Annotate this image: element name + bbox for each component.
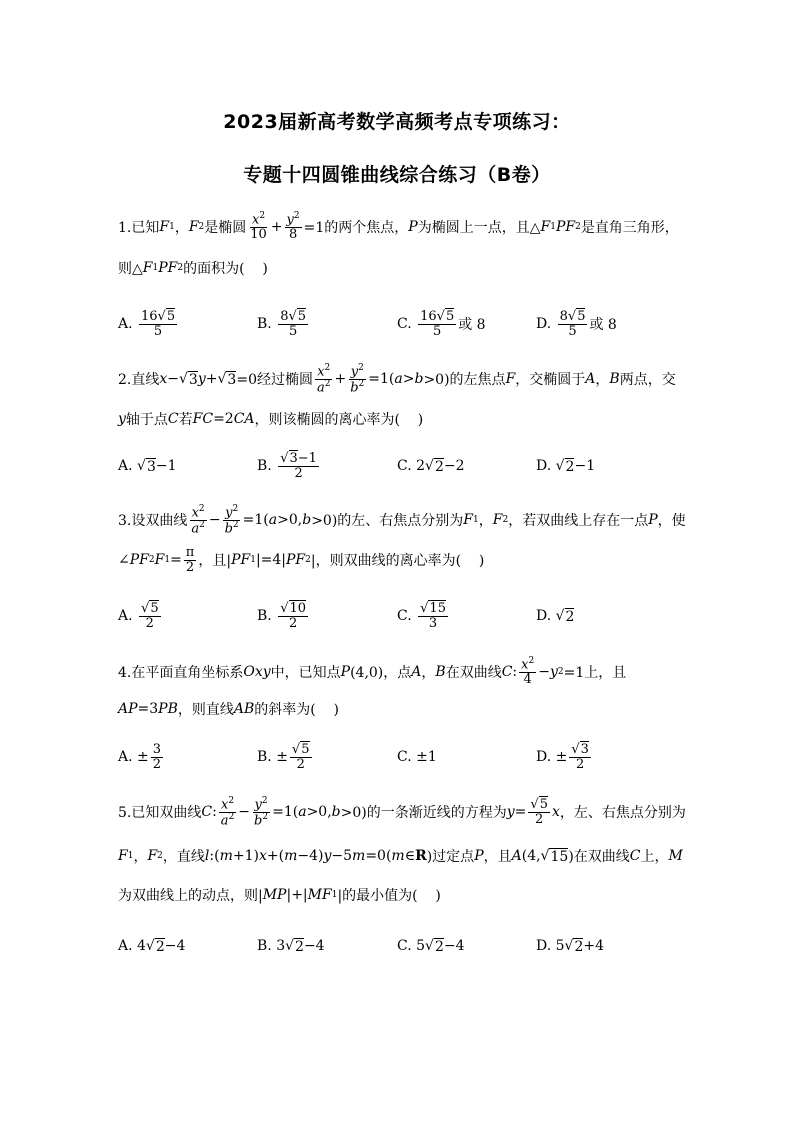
question-5-line-2: F 1 ， F 2 ，直线 l :( m +1) x +( m −4) y −5 m =0( m ∈ R )过定点 P ，且 A (4,√ 15 )在双曲线 C 上， M [118,848,683,865]
page-subtitle: 专题十四圆锥曲线综合练习（B卷） [243,164,551,186]
q4-option-c: C. ±1 [397,749,437,765]
q1-option-a: A. $\frac{16√5}{5}$ [118,308,176,339]
question-3-line-2: ∠ PF 2 F 1 = $\frac{\pi}{2}$ ，且| PF 1 |=4| PF 2 |，则双曲线的离心率为( ) [118,544,485,575]
q2-option-b: B. $\frac{√3-1}{2}$ [257,450,317,481]
q5-option-c: C. 5√ 2 −4 [397,938,465,955]
q2-option-a: A. √ 3 −1 [118,458,177,475]
question-1-line-2: 则△ F 1 PF 2 的面积为( ) [118,260,268,277]
q5-option-b: B. 3√ 2 −4 [257,938,325,955]
question-5-line-3: 为双曲线上的动点，则| MP |+| MF 1 |的最小值为( ) [118,887,441,904]
q1-option-d: D. $\frac{8√5}{5}$ 或 8 [536,308,617,339]
q4-option-b: B. ± $\frac{√5}{2}$ [257,741,310,772]
q5-option-d: D. 5√ 2 +4 [536,938,605,955]
q2-option-d: D. √ 2 −1 [536,458,596,475]
q4-option-a: A. ± $\frac{3}{2}$ [118,741,162,772]
q3-option-b: B. $\frac{√10}{2}$ [257,600,307,631]
question-5-line-1: 5.已知双曲线 C : $\frac{x^2}{a^2}$ − $\frac{y^2}{b^2}$ =1( a >0, b >0)的一条渐近线的方程为 y = $\frac{√5}{2}$ x ，左、右焦点分别为 [118,795,686,828]
question-2-line-2: y 轴于点 C 若 FC =2 CA ，则该椭圆的离心率为( ) [118,411,424,428]
question-4-line-1: 4.在平面直角坐标系 Oxy 中，已知点 P (4,0)，点 A ， B 在双曲线 C : $\frac{x^2}{4}$ − y 2 =1上，且 [118,656,627,688]
q1-option-b: B. $\frac{8√5}{5}$ [257,308,307,339]
q4-option-d: D. ± $\frac{√3}{2}$ [536,741,589,772]
page-title: 2023届新高考数学高频考点专项练习： [223,111,571,133]
q3-option-c: C. $\frac{√15}{3}$ [397,600,446,631]
question-4-line-2: AP =3 PB ，则直线 AB 的斜率为( ) [118,701,340,718]
question-1-line-1: 1.已知 F 1 ， F 2 是椭圆 $\frac{x^2}{10}$ + $\frac{y^2}{8}$ =1的两个焦点， P 为椭圆上一点，且△ F 1 PF 2 是直角三角形， [118,211,679,243]
q2-option-c: C. 2√ 2 −2 [397,458,465,475]
q3-option-a: A. $\frac{√5}{2}$ [118,600,159,631]
q5-option-a: A. 4√ 2 −4 [118,938,186,955]
q3-option-d: D. √ 2 [536,608,575,625]
question-2-line-1: 2.直线 x −√ 3 y +√ 3 =0经过椭圆 $\frac{x^2}{a^2}$ + $\frac{y^2}{b^2}$ =1( a > b >0)的左焦点 F ，交椭圆于 A ， B 两点，交 [118,362,676,395]
question-3-line-1: 3.设双曲线 $\frac{x^2}{a^2}$ − $\frac{y^2}{b^2}$ =1( a >0, b >0)的左、右焦点分别为 F 1 ， F 2 ，若双曲线上存在一点 P ，使 [118,503,686,536]
q1-option-c: C. $\frac{16√5}{5}$ 或 8 [397,308,486,339]
